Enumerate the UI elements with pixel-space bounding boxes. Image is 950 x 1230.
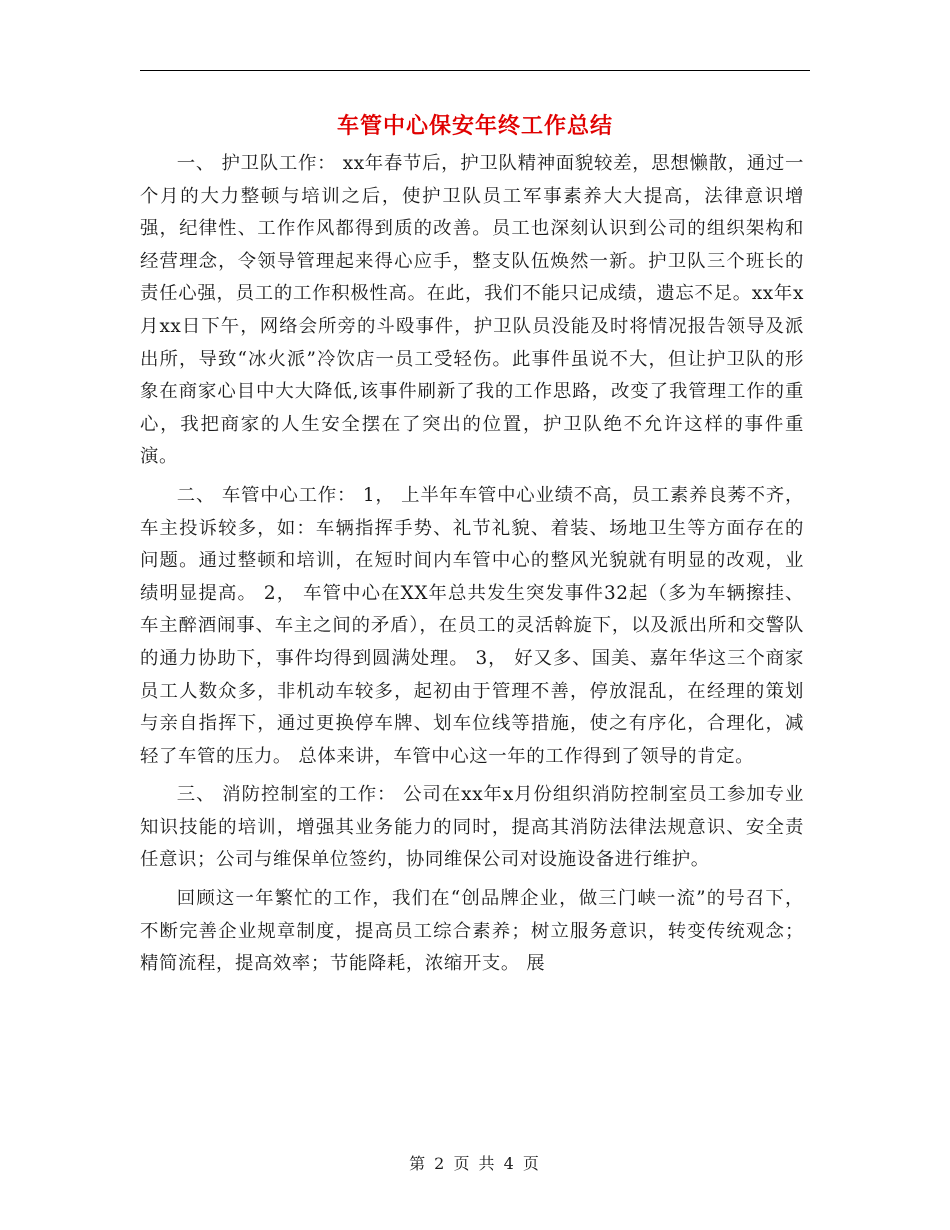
paragraph-guard-team: 一、 护卫队工作： xx年春节后，护卫队精神面貌较差，思想懒散，通过一个月的大力整顿与培训之后，使护卫队员工军事素养大大提高，法律意识增强，纪律性、工作作风都得到质的改善。员工也深刻认识到公司的组织架构和经营理念，令领导管理起来得心应手，整支队伍焕然一新。护卫队三个班长的责任心强，员工的工作积极性高。在此，我们不能只记成绩，遗忘不足。xx年x月xx日下午，网络会所旁的斗殴事件，护卫队员没能及时将情况报告领导及派出所，导致“冰火派”冷饮店一员工受轻伤。此事件虽说不大，但让护卫队的形象在商家心目中大大降低,该事件刷新了我的工作思路，改变了我管理工作的重心，我把商家的人生安全摆在了突出的位置，护卫队绝不允许这样的事件重演。 — [140, 153, 804, 468]
paragraph-fire-control-room: 三、 消防控制室的工作： 公司在xx年x月份组织消防控制室员工参加专业知识技能的培训，增强其业务能力的同时，提高其消防法律法规意识、安全责任意识；公司与维保单位签约，协同维保公司对设施设备进行维护。 — [140, 784, 804, 871]
document-body — [140, 148, 804, 987]
header-rule — [140, 70, 810, 71]
paragraph-review: 回顾这一年繁忙的工作，我们在“创品牌企业，做三门峡一流”的号召下，不断完善企业规章制度，提高员工综合素养；树立服务意识，转变传统观念；精简流程，提高效率；节能降耗，浓缩开支。 展 — [140, 888, 804, 975]
document-title: 车管中心保安年终工作总结 — [336, 113, 613, 139]
paragraph-vehicle-center: 二、 车管中心工作： 1， 上半年车管中心业绩不高，员工素养良莠不齐，车主投诉较多，如：车辆指挥手势、礼节礼貌、着装、场地卫生等方面存在的问题。通过整顿和培训，在短时间内车管中心的整风光貌就有明显的改观，业绩明显提高。 2， 车管中心在XX年总共发生突发事件32起（多为车辆擦挂、车主醉酒闹事、车主之间的矛盾），在员工的灵活斡旋下，以及派出所和交警队的通力协助下，事件均得到圆满处理。 3， 好又多、国美、嘉年华这三个商家员工人数众多，非机动车较多，起初由于管理不善，停放混乱，在经理的策划与亲自指挥下，通过更换停车牌、划车位线等措施，使之有序化，合理化，减轻了车管的压力。 总体来讲，车管中心这一年的工作得到了领导的肯定。 — [140, 484, 804, 767]
page-number: 第 2 页 共 4 页 — [409, 1154, 541, 1173]
